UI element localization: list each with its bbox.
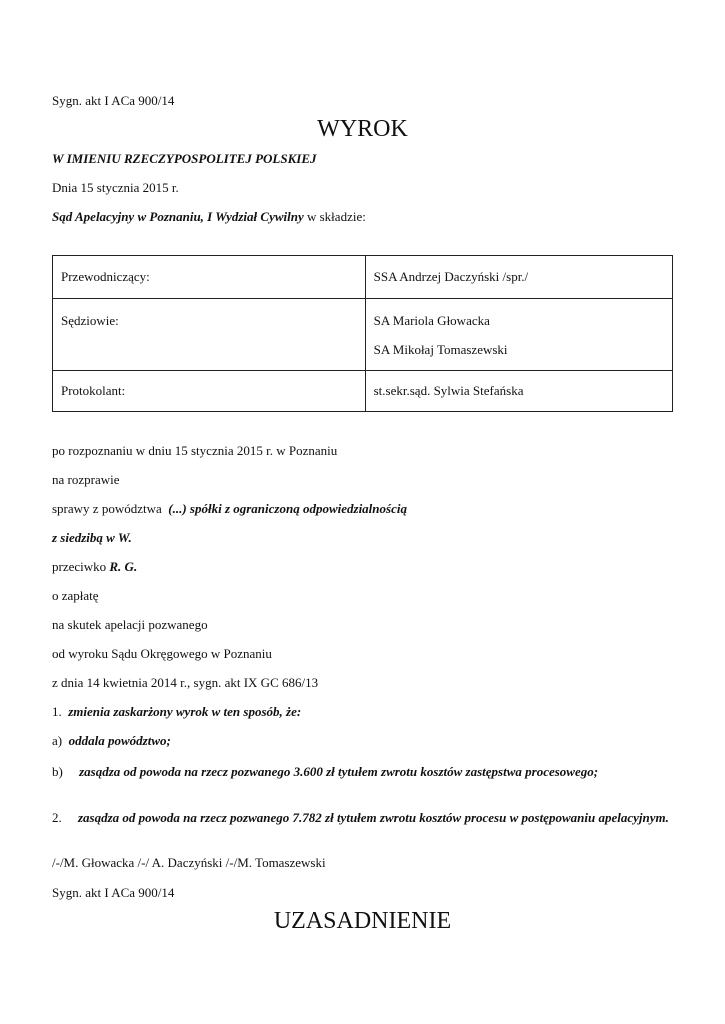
names-cell [365, 371, 672, 412]
role-cell: Protokolant: [53, 371, 366, 412]
lower-judgment-line: z dnia 14 kwietnia 2014 r., sygn. akt IX GC 686/13 [52, 675, 319, 690]
case-signature-top: Sygn. akt I ACa 900/14 [52, 93, 175, 108]
justification-title: UZASADNIENIE [273, 908, 452, 934]
session-line: na rozprawie [52, 472, 120, 487]
claimant-name: (...) spółki z ograniczoną odpowiedzialnością [168, 501, 407, 516]
judgment-title: WYROK [317, 116, 408, 142]
ruling-point-2 [52, 808, 673, 827]
role-cell: Przewodniczący: [53, 256, 366, 299]
names-cell [365, 299, 672, 371]
lower-court-line: od wyroku Sądu Okręgowego w Poznaniu [52, 646, 272, 661]
defendant-prefix: przeciwko [52, 559, 107, 574]
court-suffix: w składzie: [303, 209, 366, 224]
claimant-prefix: sprawy z powództwa [52, 501, 162, 516]
claimant-seat: z siedzibą w W. [52, 530, 132, 545]
court-composition-table [52, 255, 673, 412]
judgment-subtitle: W IMIENIU RZECZYPOSPOLITEJ POLSKIEJ [52, 151, 317, 166]
subject-line: o zapłatę [52, 588, 99, 603]
point-text: zasądza od powoda na rzecz pozwanego 7.782 zł tytułem zwrotu kosztów procesu w postępowaniu apelacyjnym. [78, 810, 669, 825]
case-signature-bottom: Sygn. akt I ACa 900/14 [52, 885, 175, 900]
point-text: oddala powództwo; [68, 733, 171, 748]
point-number: 1. [52, 704, 62, 719]
judge-name: SA Mikołaj Tomaszewski [373, 342, 508, 357]
names-cell [365, 256, 672, 299]
point-number: a) [52, 733, 63, 748]
judge-name: SA Mariola Głowacka [373, 313, 490, 328]
ruling-point-b [52, 762, 673, 781]
claimant-line [52, 501, 407, 517]
ruling-point-1 [52, 704, 301, 720]
point-text: zmienia zaskarżony wyrok w ten sposób, że: [68, 704, 302, 719]
point-number: b) [52, 764, 63, 779]
court-line [52, 209, 366, 225]
defendant-name: R. G. [109, 559, 138, 574]
ruling-point-a [52, 733, 171, 749]
defendant-line [52, 559, 137, 575]
clerk-name: st.sekr.sąd. Sylwia Stefańska [373, 383, 524, 398]
composition-row-chair [53, 256, 673, 299]
hearing-line: po rozpoznaniu w dniu 15 stycznia 2015 r. w Poznaniu [52, 443, 338, 458]
judgment-date: Dnia 15 stycznia 2015 r. [52, 180, 179, 195]
court-name: Sąd Apelacyjny w Poznaniu, I Wydział Cywilny [52, 209, 304, 224]
judge-name: SSA Andrzej Daczyński /spr./ [373, 269, 529, 284]
composition-row-clerk [53, 371, 673, 412]
point-number: 2. [52, 810, 62, 825]
appeal-line: na skutek apelacji pozwanego [52, 617, 208, 632]
role-cell: Sędziowie: [53, 299, 366, 371]
point-text: zasądza od powoda na rzecz pozwanego 3.600 zł tytułem zwrotu kosztów zastępstwa procesowego; [79, 764, 599, 779]
judges-signatures: /-/M. Głowacka /-/ A. Daczyński /-/M. Tomaszewski [52, 855, 326, 870]
composition-row-judges [53, 299, 673, 371]
